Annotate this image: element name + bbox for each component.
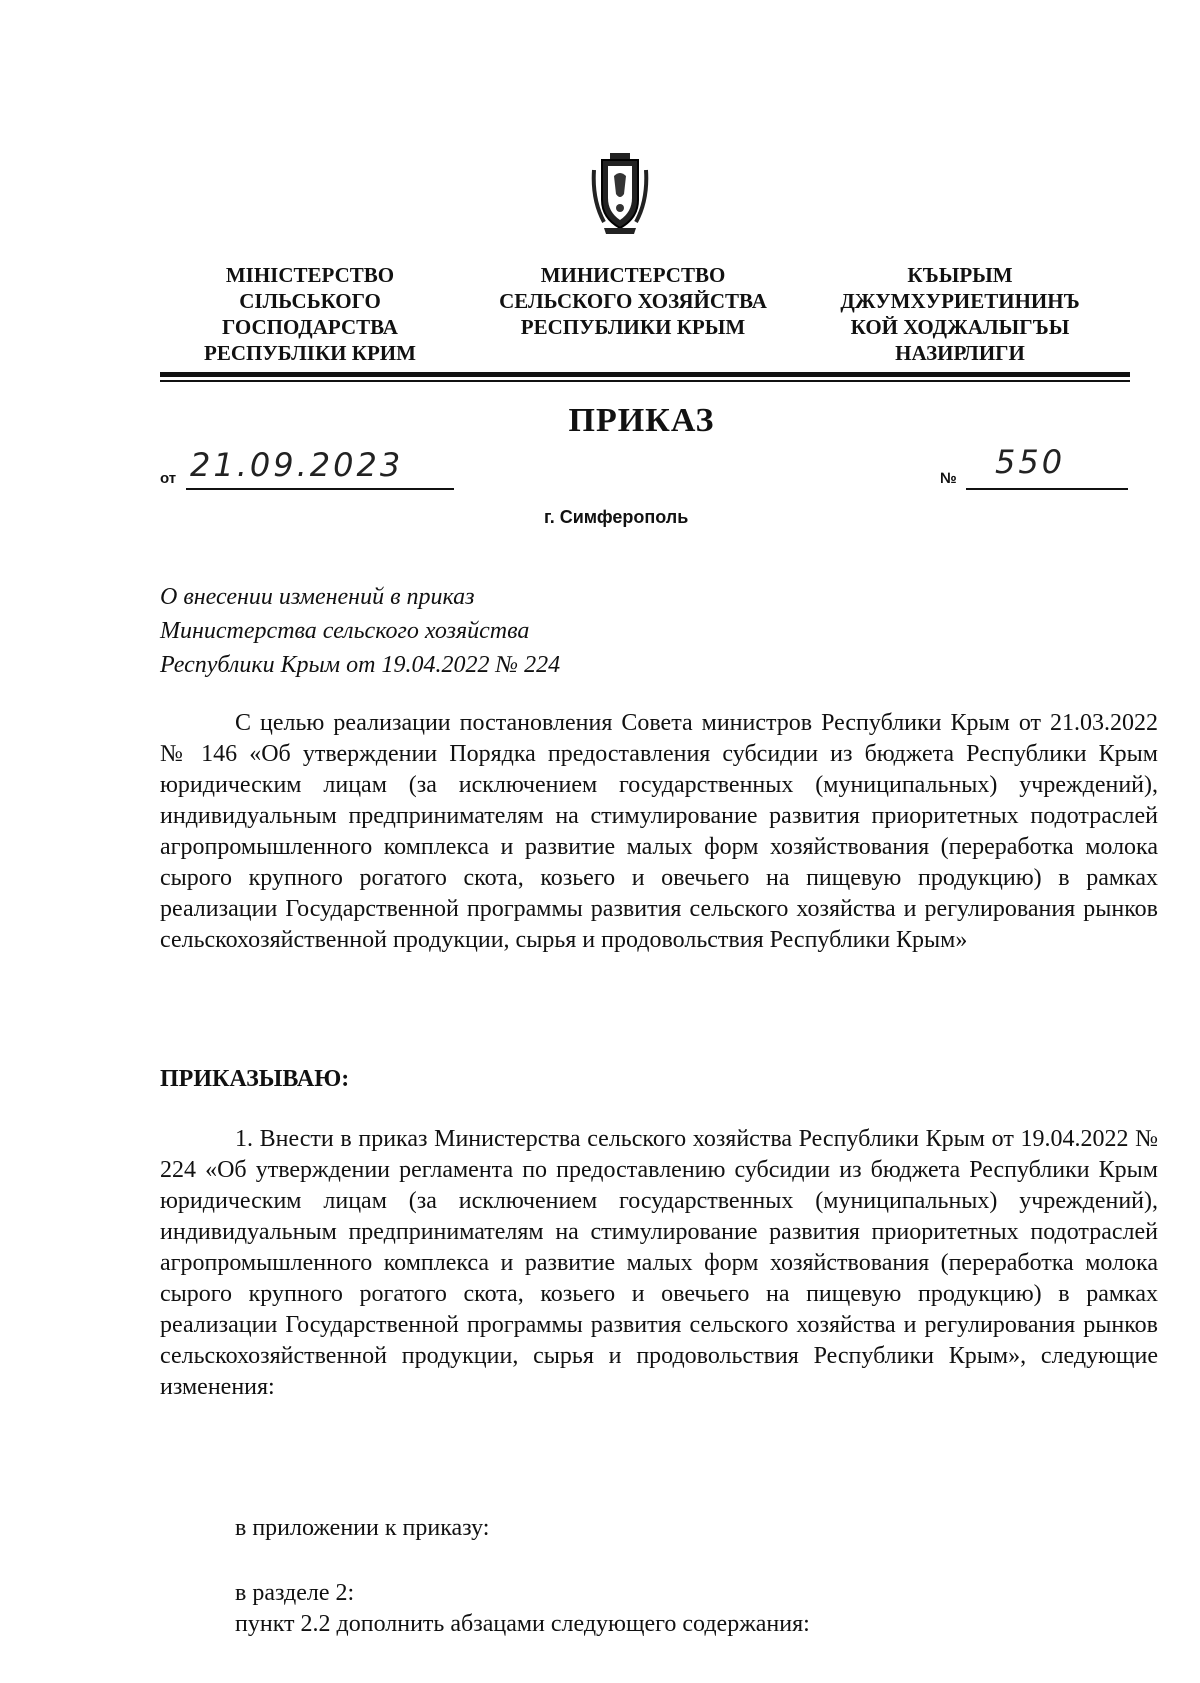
coat-of-arms-emblem xyxy=(590,150,650,238)
ministry-crh-line: ДЖУМХУРИЕТИНИНЪ xyxy=(840,289,1080,313)
ministry-crh-line: НАЗИРЛИГИ xyxy=(895,341,1025,365)
order-number: 550 xyxy=(995,443,1066,481)
section-line: в разделе 2: xyxy=(235,1580,355,1606)
header-rule-thin xyxy=(160,380,1130,382)
intro-paragraph: С целью реализации постановления Совета министров Республики Крым от 21.03.2022 № 146 «Об утверждении Порядка предоставления субсидии из бюджета Республики Крым юридическим лицам (за исключением государственных (муниципальных) учреждений), индивидуальным предпринимателям на стимулирование развития приоритетных подотраслей агропромышленного комплекса и развитие малых форм хозяйствования (переработка молока сырого крупного рогатого скота, козьего и овечьего на пищевую продукцию) в рамках реализации Государственной программы развития сельского хозяйства и регулирования рынков сельскохозяйственной продукции, сырья и продовольствия Республики Крым» xyxy=(160,710,1158,953)
ministry-ru-line: РЕСПУБЛИКИ КРЫМ xyxy=(520,315,746,339)
page-title: ПРИКАЗ xyxy=(568,402,715,439)
ministry-ua-line: ГОСПОДАРСТВА xyxy=(222,315,398,339)
decree-heading: ПРИКАЗЫВАЮ: xyxy=(160,1066,350,1092)
ministry-ua-line: РЕСПУБЛІКИ КРИМ xyxy=(204,341,416,365)
ministry-ua-line: СІЛЬСЬКОГО xyxy=(239,289,381,313)
appendix-line: в приложении к приказу: xyxy=(235,1515,490,1541)
city: г. Симферополь xyxy=(544,507,689,527)
date-underline xyxy=(186,488,454,490)
ministry-ua-line: МІНІСТЕРСТВО xyxy=(225,263,395,287)
date-label: от xyxy=(160,470,177,487)
ministry-name-ukrainian xyxy=(185,262,435,366)
header-rule-thick xyxy=(160,372,1130,377)
ministry-name-crimean-tatar xyxy=(820,262,1100,366)
subject-line: Министерства сельского хозяйства xyxy=(160,618,530,644)
subject-line: О внесении изменений в приказ xyxy=(160,584,475,610)
order-subject xyxy=(160,580,560,682)
subject-line: Республики Крым от 19.04.2022 № 224 xyxy=(160,652,561,678)
number-underline xyxy=(966,488,1128,490)
ministry-ru-line: МИНИСТЕРСТВО xyxy=(540,263,726,287)
ministry-ru-line: СЕЛЬСКОГО ХОЗЯЙСТВА xyxy=(499,289,767,313)
point-line: пункт 2.2 дополнить абзацами следующего содержания: xyxy=(235,1611,810,1637)
ministry-name-russian xyxy=(468,262,798,340)
order-date: 21.09.2023 xyxy=(190,446,404,484)
ministry-crh-line: КЪЫРЫМ xyxy=(907,263,1013,287)
item-1-paragraph: 1. Внести в приказ Министерства сельского хозяйства Республики Крым от 19.04.2022 № 224 «Об утверждении регламента по предоставлению субсидии из бюджета Республики Крым юридическим лицам (за исключением государственных (муниципальных) учреждений), индивидуальным предпринимателям на стимулирование развития приоритетных подотраслей агропромышленного комплекса и развитие малых форм хозяйствования (переработка молока сырого крупного рогатого скота, козьего и овечьего на пищевую продукцию) в рамках реализации Государственной программы развития сельского хозяйства и регулирования рынков сельскохозяйственной продукции, сырья и продовольствия Республики Крым», следующие изменения: xyxy=(160,1126,1158,1400)
number-label: № xyxy=(940,470,957,487)
ministry-crh-line: КОЙ ХОДЖАЛЫГЪЫ xyxy=(850,315,1070,339)
